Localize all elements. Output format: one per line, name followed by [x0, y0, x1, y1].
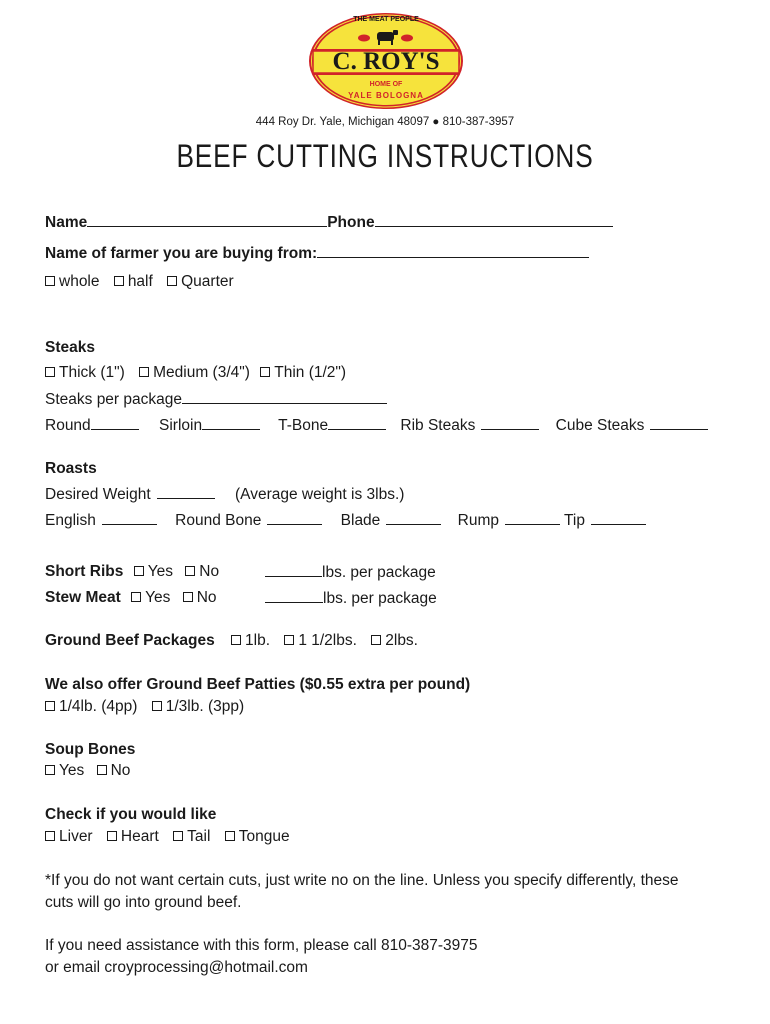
- name-input-line[interactable]: [87, 212, 327, 227]
- tail-label: Tail: [187, 828, 211, 845]
- patties-options-row: [45, 697, 244, 717]
- steaks-per-package-row: [45, 389, 387, 410]
- tail-checkbox[interactable]: [173, 831, 183, 841]
- farmer-row: [45, 243, 589, 264]
- farmer-label: Name of farmer you are buying from:: [45, 245, 318, 262]
- round-bone-label: Round Bone: [175, 512, 262, 529]
- steaks-heading: Steaks: [45, 339, 95, 356]
- ground-beef-label: Ground Beef Packages: [45, 632, 215, 649]
- roast-cuts-row: [45, 510, 646, 531]
- blade-line[interactable]: [386, 510, 441, 525]
- patty-third-lb-checkbox[interactable]: [152, 701, 162, 711]
- soup-bones-yes-label: Yes: [59, 762, 85, 779]
- thick-checkbox[interactable]: [45, 367, 55, 377]
- whole-label: whole: [59, 273, 100, 290]
- ground-beef-1-5lb-label: 1 1/2lbs.: [298, 632, 357, 649]
- half-checkbox[interactable]: [114, 276, 124, 286]
- quarter-label: Quarter: [181, 273, 234, 290]
- whole-checkbox[interactable]: [45, 276, 55, 286]
- tip-line[interactable]: [591, 510, 646, 525]
- stew-meat-weight-row: [265, 588, 437, 609]
- short-ribs-no-checkbox[interactable]: [185, 566, 195, 576]
- company-logo: [307, 11, 465, 111]
- logo-home-of: HOME OF: [369, 81, 403, 88]
- logo-bottom-text: YALE BOLOGNA: [348, 91, 424, 100]
- ground-beef-row: [45, 631, 418, 651]
- soup-bones-row: [45, 761, 130, 781]
- tongue-label: Tongue: [238, 828, 290, 845]
- medium-checkbox[interactable]: [139, 367, 149, 377]
- ground-beef-1lb-label: 1lb.: [245, 632, 271, 649]
- short-ribs-label: Short Ribs: [45, 563, 124, 580]
- thin-checkbox[interactable]: [260, 367, 270, 377]
- short-ribs-per-package-label: lbs. per package: [322, 564, 436, 581]
- short-ribs-yes-checkbox[interactable]: [134, 566, 144, 576]
- patty-quarter-lb-checkbox[interactable]: [45, 701, 55, 711]
- english-line[interactable]: [102, 510, 157, 525]
- sirloin-line[interactable]: [202, 415, 260, 430]
- stew-meat-no-checkbox[interactable]: [183, 592, 193, 602]
- short-ribs-weight-line[interactable]: [265, 562, 322, 577]
- name-phone-row: [45, 212, 613, 233]
- patty-quarter-lb-label: 1/4lb. (4pp): [59, 698, 138, 715]
- desired-weight-label: Desired Weight: [45, 486, 151, 503]
- heart-label: Heart: [120, 828, 159, 845]
- extras-heading: Check if you would like: [45, 806, 217, 823]
- stew-meat-row: [45, 588, 217, 608]
- short-ribs-row: [45, 562, 219, 582]
- cube-steaks-label: Cube Steaks: [555, 417, 645, 434]
- short-ribs-yes-label: Yes: [147, 563, 173, 580]
- desired-weight-line[interactable]: [157, 484, 215, 499]
- rump-label: Rump: [457, 512, 499, 529]
- desired-weight-row: [45, 484, 404, 505]
- tongue-checkbox[interactable]: [225, 831, 235, 841]
- stew-meat-weight-line[interactable]: [265, 588, 323, 603]
- tip-label: Tip: [564, 512, 585, 529]
- stew-meat-no-label: No: [196, 589, 217, 606]
- tbone-line[interactable]: [328, 415, 386, 430]
- stew-meat-yes-checkbox[interactable]: [131, 592, 141, 602]
- roasts-heading: Roasts: [45, 460, 97, 477]
- page-title: BEEF CUTTING INSTRUCTIONS: [176, 138, 594, 174]
- soup-bones-yes-checkbox[interactable]: [45, 765, 55, 775]
- steak-thickness-row: [45, 363, 346, 383]
- extras-row: [45, 827, 290, 847]
- note-line-2: cuts will go into ground beef.: [45, 894, 242, 911]
- contact-line-1: If you need assistance with this form, please call 810-387-3975: [45, 937, 478, 954]
- logo-top-text: THE MEAT PEOPLE: [353, 16, 419, 23]
- average-weight-note: (Average weight is 3lbs.): [235, 486, 405, 503]
- note-line-1: *If you do not want certain cuts, just write no on the line. Unless you specify differently, these: [45, 872, 679, 889]
- thin-label: Thin (1/2"): [274, 364, 347, 381]
- half-label: half: [127, 273, 153, 290]
- rump-line[interactable]: [505, 510, 560, 525]
- short-ribs-weight-row: [265, 562, 436, 583]
- steaks-per-package-label: Steaks per package: [45, 391, 183, 408]
- patties-heading: We also offer Ground Beef Patties ($0.55 extra per pound): [45, 676, 471, 693]
- cube-steaks-line[interactable]: [650, 415, 708, 430]
- soup-bones-no-checkbox[interactable]: [97, 765, 107, 775]
- logo-brand: C. ROY'S: [332, 48, 440, 75]
- patty-third-lb-label: 1/3lb. (3pp): [165, 698, 245, 715]
- stew-meat-per-package-label: lbs. per package: [323, 590, 437, 607]
- portion-row: [45, 272, 234, 292]
- round-bone-line[interactable]: [267, 510, 322, 525]
- name-label: Name: [45, 214, 88, 231]
- soup-bones-no-label: No: [110, 762, 131, 779]
- rib-steaks-line[interactable]: [481, 415, 539, 430]
- medium-label: Medium (3/4"): [153, 364, 250, 381]
- short-ribs-no-label: No: [199, 563, 220, 580]
- farmer-input-line[interactable]: [317, 243, 589, 258]
- stew-meat-yes-label: Yes: [145, 589, 171, 606]
- quarter-checkbox[interactable]: [167, 276, 177, 286]
- ground-beef-2lb-checkbox[interactable]: [371, 635, 381, 645]
- phone-label: Phone: [327, 214, 375, 231]
- ground-beef-1-5lb-checkbox[interactable]: [284, 635, 294, 645]
- tbone-label: T-Bone: [278, 417, 329, 434]
- sirloin-label: Sirloin: [159, 417, 203, 434]
- phone-input-line[interactable]: [375, 212, 613, 227]
- liver-label: Liver: [59, 828, 93, 845]
- round-line[interactable]: [91, 415, 139, 430]
- english-label: English: [45, 512, 96, 529]
- heart-checkbox[interactable]: [107, 831, 117, 841]
- company-address: 444 Roy Dr. Yale, Michigan 48097 ● 810-387-3957: [255, 116, 515, 128]
- thick-label: Thick (1"): [59, 364, 125, 381]
- steak-cuts-row: [45, 415, 708, 436]
- contact-line-2: or email croyprocessing@hotmail.com: [45, 959, 308, 976]
- ground-beef-1lb-checkbox[interactable]: [231, 635, 241, 645]
- ground-beef-2lb-label: 2lbs.: [385, 632, 418, 649]
- round-label: Round: [45, 417, 91, 434]
- rib-steaks-label: Rib Steaks: [400, 417, 476, 434]
- blade-label: Blade: [340, 512, 381, 529]
- steaks-per-package-line[interactable]: [182, 389, 387, 404]
- stew-meat-label: Stew Meat: [45, 589, 121, 606]
- liver-checkbox[interactable]: [45, 831, 55, 841]
- soup-bones-heading: Soup Bones: [45, 741, 136, 758]
